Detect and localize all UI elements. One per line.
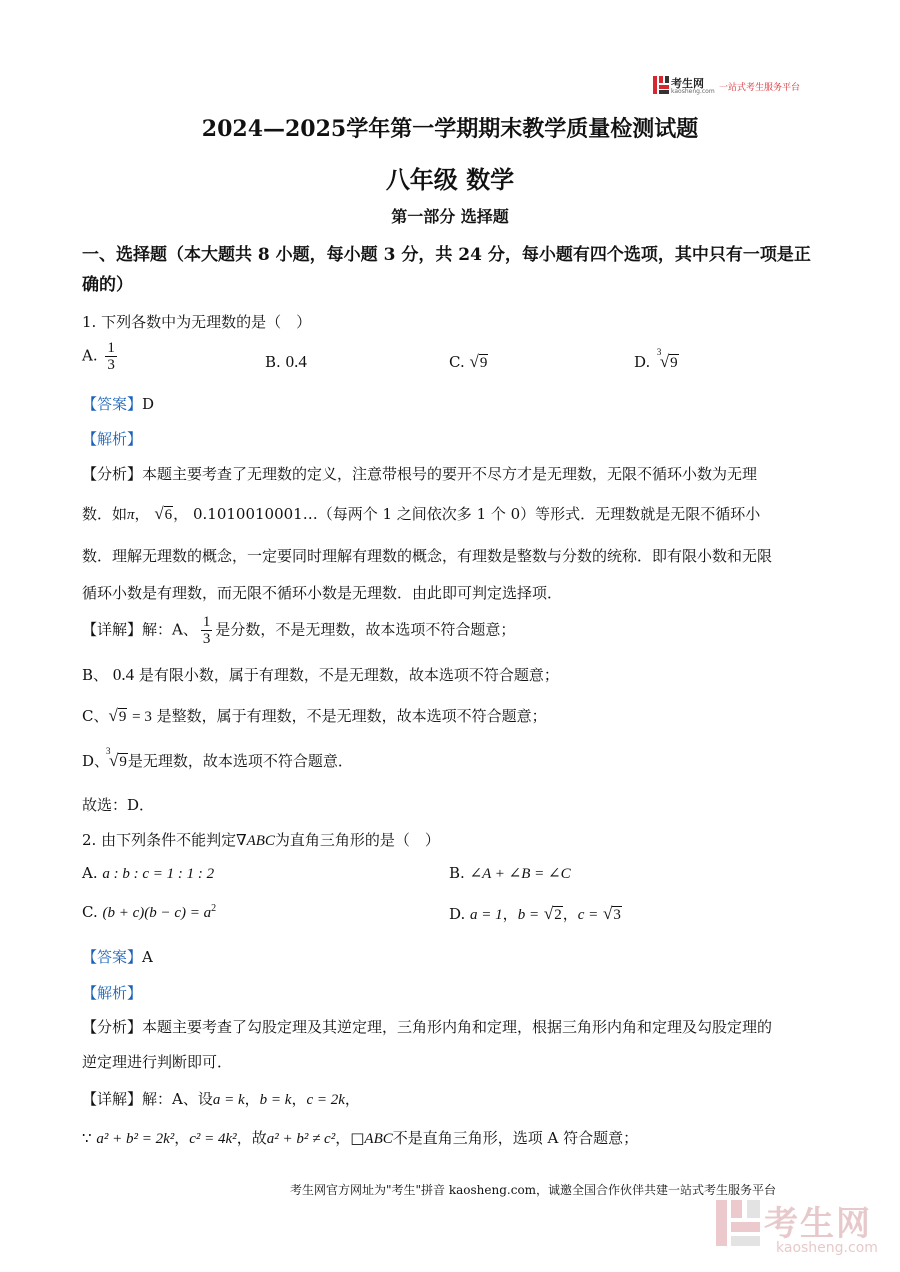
q1-detail-b: B、 0.4 是有限小数，属于有理数，不是无理数，故本选项不符合题意； (82, 665, 559, 684)
q2-fenxi-line2: 逆定理进行判断即可． (82, 1053, 233, 1071)
footer-note: 考生网官方网址为"考生"拼音 kaosheng.com，诚邀全国合作伙伴共建一站式考生服务平台 (290, 1183, 777, 1197)
q1-option-b: B. 0.4 (265, 352, 307, 371)
q1-detail-c: C、√9 = 3 是整数，属于有理数，不是无理数，故本选项不符合题意； (82, 706, 547, 725)
q2-answer: 【答案】A (82, 948, 153, 966)
q2-option-b: B. ∠A + ∠B = ∠C (449, 864, 571, 882)
q1-detail-d: D、 3 √9是无理数，故本选项不符合题意． (82, 746, 353, 770)
logo-brand: 考生网 (671, 77, 704, 90)
q1-answer: 【答案】D (82, 395, 155, 413)
watermark-brand: 考生网 (764, 1204, 872, 1244)
q2-option-a: A. a : b : c = 1 : 1 : 2 (82, 864, 215, 882)
q1-option-c: C. √9 (449, 352, 488, 371)
header-logo (653, 74, 821, 98)
section-heading: 一、选择题（本大题共 8 小题，每小题 3 分，共 24 分，每小题有四个选项，其中只有一项是正确的） (82, 245, 811, 295)
q1-fenxi-line2: 数．如π， √6， 0.1010010001…（每两个 1 之间依次多 1 个 0）等形式．无理数就是无限不循环小 (82, 504, 761, 523)
q2-option-c: C. $(b + c)(b - c) = a^2$ (82, 903, 217, 921)
q2-stem: 2. 由下列条件不能判定∇ABC为直角三角形的是（ ） (82, 831, 440, 849)
sqrt-6: √6 (154, 504, 173, 523)
fraction-one-third: $\frac{1}{3}$ (107, 340, 115, 373)
q1-jiexi: 【解析】 (82, 430, 143, 448)
watermark-domain: kaosheng.com (776, 1240, 878, 1256)
q2-detail-1: 【详解】解：A、设a = k，b = k，c = 2k， (82, 1090, 360, 1108)
q1-option-a: A. $\frac{1}{3}$ (82, 340, 115, 373)
kaosheng-logo-icon (653, 76, 669, 94)
q1-choose: 故选：D． (82, 796, 155, 814)
cbrt-9: 3 √9 (656, 347, 678, 371)
q1-option-d: D. 3 √9 (634, 347, 678, 371)
q1-fenxi-line3: 数．理解无理数的概念，一定要同时理解有理数的概念，有理数是整数与分数的统称．即有限小数和无限 (82, 547, 773, 565)
q2-option-d: D. a = 1，b = √2，c = √3 (449, 904, 621, 923)
q1-fenxi-line4: 循环小数是有理数，而无限不循环小数是无理数．由此即可判定选择项． (82, 584, 563, 602)
logo-slogan: 一站式考生服务平台 (719, 83, 801, 93)
q1-stem: 1. 下列各数中为无理数的是（ ） (82, 313, 312, 331)
logo-domain: kaosheng.com (671, 88, 715, 95)
q1-detail-a: 【详解】解：A、 $\frac{1}{3}$ 是分数，不是无理数，故本选项不符合题意； (82, 614, 516, 647)
watermark (716, 1196, 886, 1266)
q2-jiexi: 【解析】 (82, 984, 143, 1002)
sqrt-9: √9 (469, 352, 488, 371)
q2-detail-2: ∵ a² + b² = 2k²，c² = 4k²，故a² + b² ≠ c²，□ABC不是直角三角形，选项 A 符合题意； (82, 1129, 639, 1147)
q1-fenxi-line1: 【分析】本题主要考查了无理数的定义，注意带根号的要开不尽方才是无理数，无限不循环小数为无理 (82, 465, 758, 483)
exam-title: 2024—2025学年第一学期期末教学质量检测试题 (201, 116, 699, 142)
watermark-logo-icon (716, 1200, 760, 1246)
exam-subtitle: 八年级 数学 (385, 165, 515, 194)
part-title: 第一部分 选择题 (391, 207, 509, 226)
q2-fenxi-line1: 【分析】本题主要考查了勾股定理及其逆定理，三角形内角和定理，根据三角形内角和定理及勾股定理的 (82, 1018, 773, 1036)
